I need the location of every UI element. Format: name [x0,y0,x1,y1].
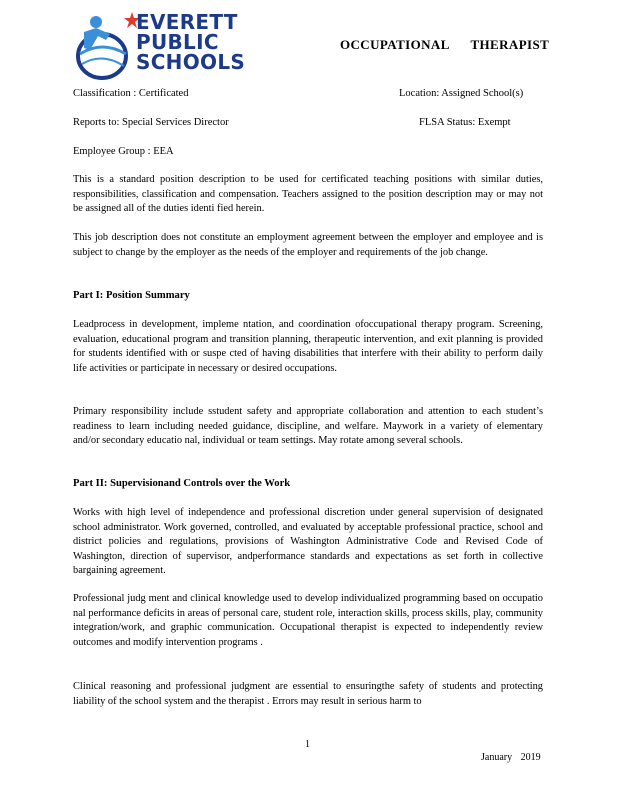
part2-paragraph-3: Clinical reasoning and professional judgment are essential to ensuringthe safety of students and protecting liability of the school system and the therapist . Errors may result in serious harm to [73,681,543,707]
classification-text: Classification : Certificated [73,88,189,99]
district-logo-text [136,12,245,72]
reports-to-text: Reports to: Special Services Director [73,117,229,128]
globe-figure-icon [70,10,140,82]
part1-paragraph-2: Primary responsibility include sstudent safety and appropriate collaboration and attention to each student’s readiness to learn including needed guidance, discipline, and welfare. Maywork in a variety of elementary and/or secondary educatio nal, individual or team settings. May rotate among several schools. [73,406,543,447]
intro-paragraph-2: This job description does not constitute an employment agreement between the employer and employee and is subject to change by the employer as the needs of the employer and requirements of the job change. [73,232,543,258]
logo-line-1: EVERETT [136,10,238,34]
document-title: OCCUPATIONAL THERAPIST [340,37,550,52]
logo-line-2: PUBLIC [136,30,219,54]
employee-group-text: Employee Group : EEA [73,146,174,157]
part1-paragraph-1: Leadprocess in development, impleme ntation, and coordination ofoccupational therapy program. Screening, evaluation, educational program and transition planning, therapeutic intervention, and exit planning is provided for students identified with or suspe cted of having disabilities that interfere with their ability to perform daily life activities or participate in necessary or desired occupations. [73,319,543,374]
meta-row-reports [73,117,543,128]
intro-paragraph-1: This is a standard position description to be used for certificated teaching positions with similar duties, responsibilities, classification and compensation. Teachers assigned to the position description may or may not be assigned all of the duties identi fied herein. [73,174,543,215]
part2-heading: Part II: Supervisionand Controls over the Work [73,478,291,489]
part1-heading: Part I: Position Summary [73,290,190,301]
logo-line-3: SCHOOLS [136,50,246,74]
part2-paragraph-1: Works with high level of independence and professional discretion under general supervision of designated school administrator. Work governed, controlled, and evaluated by acceptable professional practice, school and district policies and regulations, provisions of Washington Administrative Code and Revised Code of Washington, direction of supervisor, andperformance standards and expectations as set forth in collective bargaining agreement. [73,507,543,577]
page-number: 1 [305,739,310,750]
location-text: Location: Assigned School(s) [399,88,524,99]
part2-paragraph-2: Professional judg ment and clinical knowledge used to develop individualized programming based on occupatio nal performance deficits in areas of personal care, student role, interaction skills, process skills, play, community integration/work, and graphic communication. Occupational therapist is expected to independently review outcomes and modify intervention programs . [73,593,543,648]
flsa-status-text: FLSA Status: Exempt [419,117,511,128]
meta-row-classification [73,88,543,99]
meta-row-group [73,146,543,157]
footer-date: January 2019 [481,752,541,763]
